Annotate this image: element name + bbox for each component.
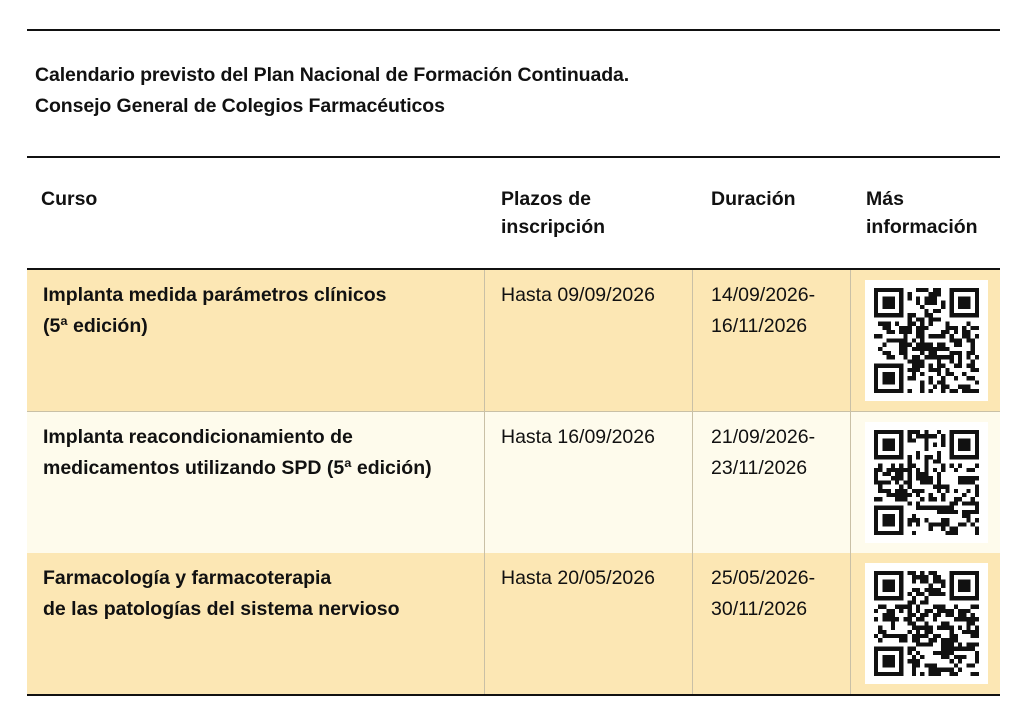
column-header-mas-line-2: información (866, 216, 978, 238)
column-header-plazos-line-2: inscripción (501, 216, 606, 238)
column-header-duracion (711, 185, 796, 213)
registration-deadline: Hasta 20/05/2026 (501, 567, 655, 589)
course-name-line-2: (5ª edición) (43, 315, 148, 337)
duration-start: 25/05/2026- (711, 567, 816, 589)
column-divider (850, 270, 851, 694)
qr-code-icon[interactable] (865, 422, 988, 543)
course-name (43, 280, 387, 342)
duration-end: 23/11/2026 (711, 457, 808, 479)
duration-start: 21/09/2026- (711, 426, 816, 448)
column-divider (692, 270, 693, 694)
course-name (43, 563, 400, 625)
column-header-curso (41, 185, 97, 213)
column-header-mas-informacion (866, 185, 978, 241)
registration-deadline: Hasta 09/09/2026 (501, 284, 655, 306)
column-header-curso-label: Curso (41, 188, 98, 210)
table-row (27, 412, 1000, 553)
column-header-plazos-line-1: Plazos de (501, 188, 591, 210)
document-title (35, 60, 629, 122)
table-row (27, 270, 1000, 412)
column-divider (484, 270, 485, 694)
duration-start: 14/09/2026- (711, 284, 816, 306)
course-name-line-2: medicamentos utilizando SPD (5ª edición) (43, 457, 432, 479)
column-header-duracion-label: Duración (711, 188, 796, 210)
qr-code-icon[interactable] (865, 280, 988, 401)
duration-end: 30/11/2026 (711, 598, 808, 620)
title-line-1: Calendario previsto del Plan Nacional de Formación Continuada. (35, 64, 630, 86)
course-name-line-1: Implanta reacondicionamiento de (43, 426, 353, 448)
top-rule (27, 29, 1000, 31)
header-top-rule (27, 156, 1000, 158)
duration-end: 16/11/2026 (711, 315, 808, 337)
bottom-rule (27, 694, 1000, 696)
table-row (27, 553, 1000, 694)
course-duration (711, 280, 815, 342)
course-duration (711, 563, 815, 625)
column-header-mas-line-1: Más (866, 188, 904, 210)
course-name-line-1: Implanta medida parámetros clínicos (43, 284, 387, 306)
title-line-2: Consejo General de Colegios Farmacéuticos (35, 95, 445, 117)
column-header-plazos (501, 185, 605, 241)
qr-code-icon[interactable] (865, 563, 988, 684)
course-duration (711, 422, 815, 484)
course-name-line-1: Farmacología y farmacoterapia (43, 567, 332, 589)
course-name-line-2: de las patologías del sistema nervioso (43, 598, 400, 620)
registration-deadline: Hasta 16/09/2026 (501, 426, 655, 448)
course-name (43, 422, 432, 484)
